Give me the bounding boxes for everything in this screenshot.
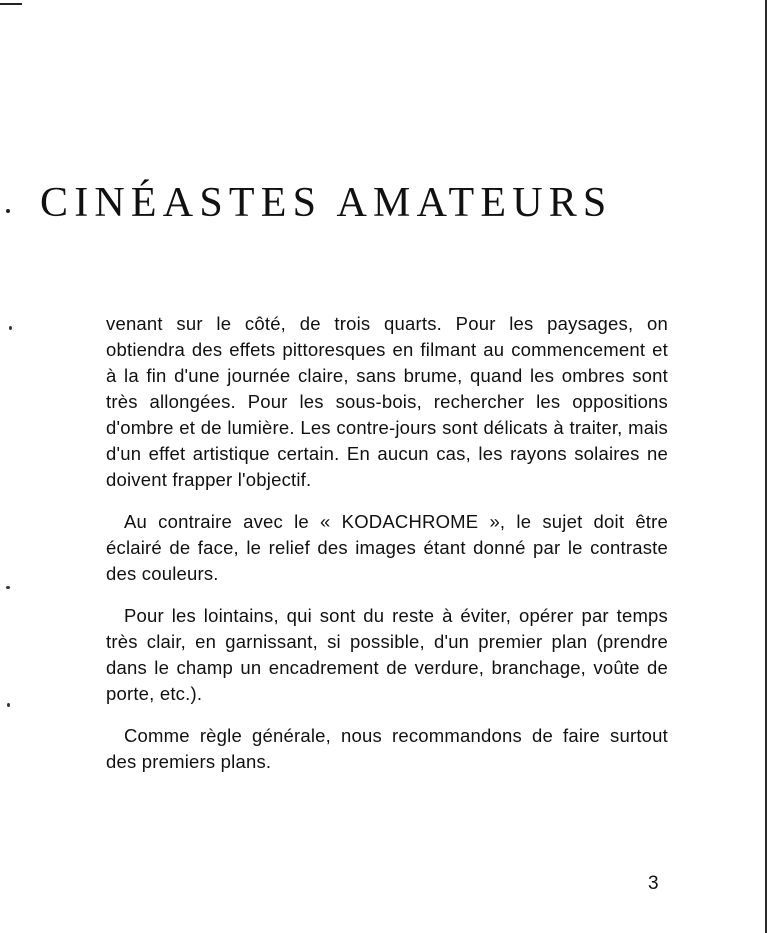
paragraph: Pour les lointains, qui sont du reste à éviter, opérer par temps très clair, en garnissant, si possible, d'un premier plan (prendre dans le champ un encadrement de verdure, branchage, voûte de porte, etc.). <box>106 605 668 704</box>
page-edge-mark <box>0 3 22 5</box>
body-text <box>106 311 668 775</box>
page-title: CINÉASTES AMATEURS <box>40 180 613 226</box>
paragraph: venant sur le côté, de trois quarts. Pour les paysages, on obtiendra des effets pittoresques en filmant au commencement et à la fin d'une journée claire, sans brume, quand les ombres sont très allongées. Pour les sous-bois, rechercher les oppositions d'ombre et de lumière. Les contre-jours sont délicats à traiter, mais d'un effet artistique certain. En aucun cas, les rayons solaires ne doivent frapper l'objectif. <box>106 313 668 490</box>
paragraph: Au contraire avec le « KODACHROME », le sujet doit être éclairé de face, le relief des images étant donné par le contraste des couleurs. <box>106 511 668 584</box>
page-number: 3 <box>648 873 659 894</box>
title-dot <box>6 209 10 213</box>
margin-speck <box>6 586 10 589</box>
margin-speck <box>9 326 12 330</box>
margin-speck <box>7 703 10 707</box>
page-binding-edge <box>765 0 767 933</box>
paragraph: Comme règle générale, nous recommandons de faire surtout des premiers plans. <box>106 725 668 772</box>
